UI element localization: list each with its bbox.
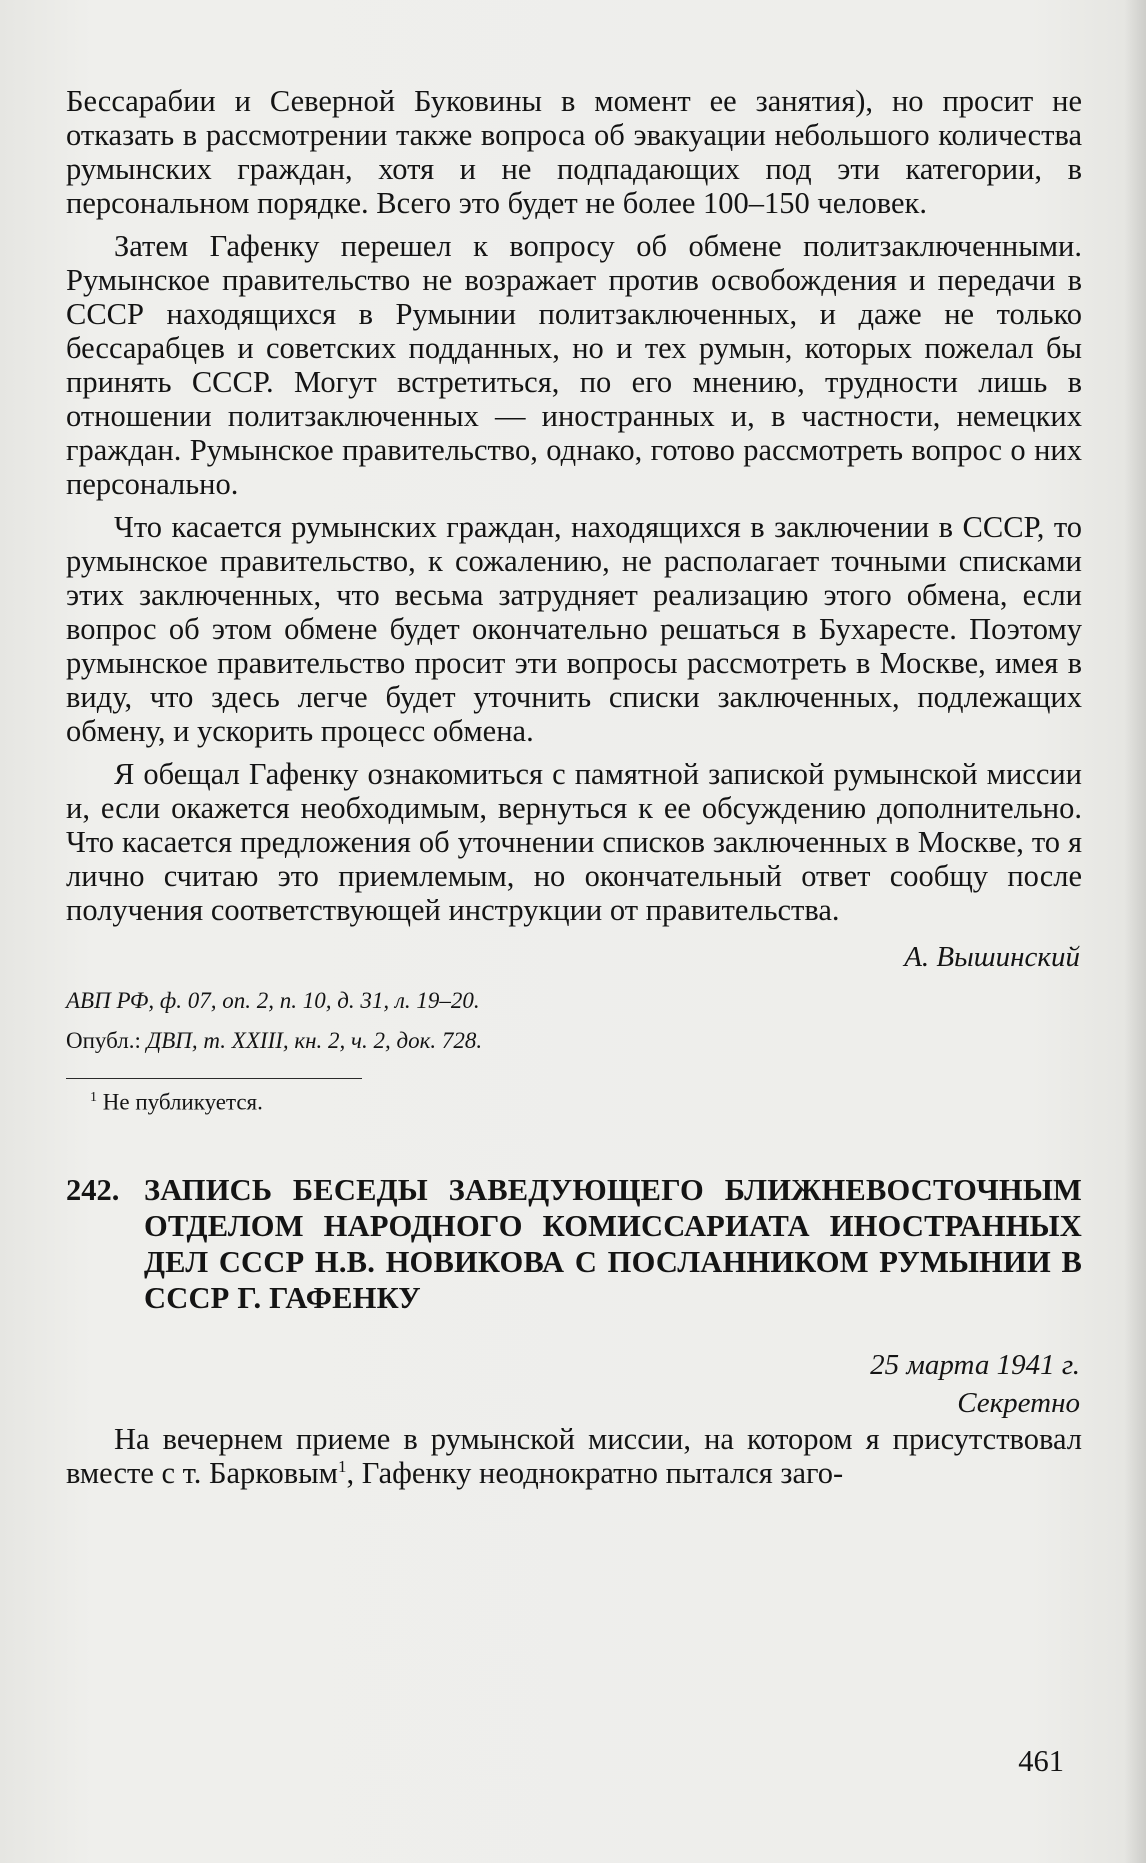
publication-reference: ДВП, т. XXIII, кн. 2, ч. 2, док. 728. <box>146 1028 483 1053</box>
publication-label: Опубл.: <box>66 1028 141 1053</box>
document-number: 242. <box>66 1172 120 1207</box>
document-date: 25 марта 1941 г. <box>870 1348 1080 1381</box>
footnote-divider <box>66 1078 362 1079</box>
page-content <box>66 84 1082 1490</box>
reception-text-continued: , Гафенку неоднократно пытался заго- <box>346 1455 844 1490</box>
reception-text: На вечернем приеме в румынской миссии, на котором я присутствовал вместе с т. Барковым <box>66 1421 1082 1490</box>
paragraph-reply: Я обещал Гафенку ознакомиться с памятной запиской румынской миссии и, если окажется необходимым, вернуться к ее обсуждению дополнительно. Что касается предложения об уточнении списков заключенных в Москве, то я лично считаю это приемлемым, но окончательный ответ сообщу после получения соответствующей инструкции от правительства. <box>66 757 1082 927</box>
archive-source: АВП РФ, ф. 07, оп. 2, п. 10, д. 31, л. 19–20. <box>66 988 480 1013</box>
signature: А. Вышинский <box>904 941 1080 973</box>
page-edge-shadow <box>1124 0 1146 1863</box>
footnote-marker: 1 <box>90 1090 97 1105</box>
paragraph-political-prisoners: Затем Гафенку перешел к вопросу об обмене политзаключенными. Румынское правительство не возражает против освобождения и передачи в СССР находящихся в Румынии политзаключенных, и даже не только бессарабцев и советских подданных, но и тех румын, которых пожелал бы принять СССР. Могут встретиться, по его мнению, трудности лишь в отношении политзаключенных — иностранных и, в частности, немецких граждан. Румынское правительство, однако, готово рассмотреть вопрос о них персонально. <box>66 229 1082 501</box>
document-heading <box>66 1172 1082 1316</box>
paragraph-romanian-citizens: Что касается румынских граждан, находящихся в заключении в СССР, то румынское правительство, к сожалению, не располагает точными списками этих заключенных, что весьма затрудняет реализацию этого обмена, если вопрос об этом обмене будет окончательно решаться в Бухаресте. Поэтому румынское правительство просит эти вопросы рассмотреть в Москве, имея в виду, что здесь легче будет уточнить списки заключенных, подлежащих обмену, и ускорить процесс обмена. <box>66 510 1082 748</box>
document-classification: Секретно <box>957 1386 1080 1419</box>
footnote-reference: 1 <box>337 1456 347 1476</box>
footnote-text: Не публикуется. <box>102 1089 263 1115</box>
publication-note <box>66 1026 1082 1056</box>
document-title: ЗАПИСЬ БЕСЕДЫ ЗАВЕДУЮЩЕГО БЛИЖНЕВОСТОЧНЫМ ОТДЕЛОМ НАРОДНОГО КОМИССАРИАТА ИНОСТРАННЫХ ДЕЛ СССР Н.В. НОВИКОВА С ПОСЛАННИКОМ РУМЫНИИ В СССР Г. ГАФЕНКУ <box>144 1172 1082 1315</box>
paragraph-reception <box>66 1422 1082 1490</box>
footnote <box>66 1083 1082 1118</box>
paragraph-continued: Бессарабии и Северной Буковины в момент ее занятия), но просит не отказать в рассмотрении также вопроса об эвакуации небольшого количества румынских граждан, хотя и не подпадающих под эти категории, в персональном порядке. Всего это будет не более 100–150 человек. <box>66 84 1082 220</box>
page-number: 461 <box>1018 1744 1064 1778</box>
